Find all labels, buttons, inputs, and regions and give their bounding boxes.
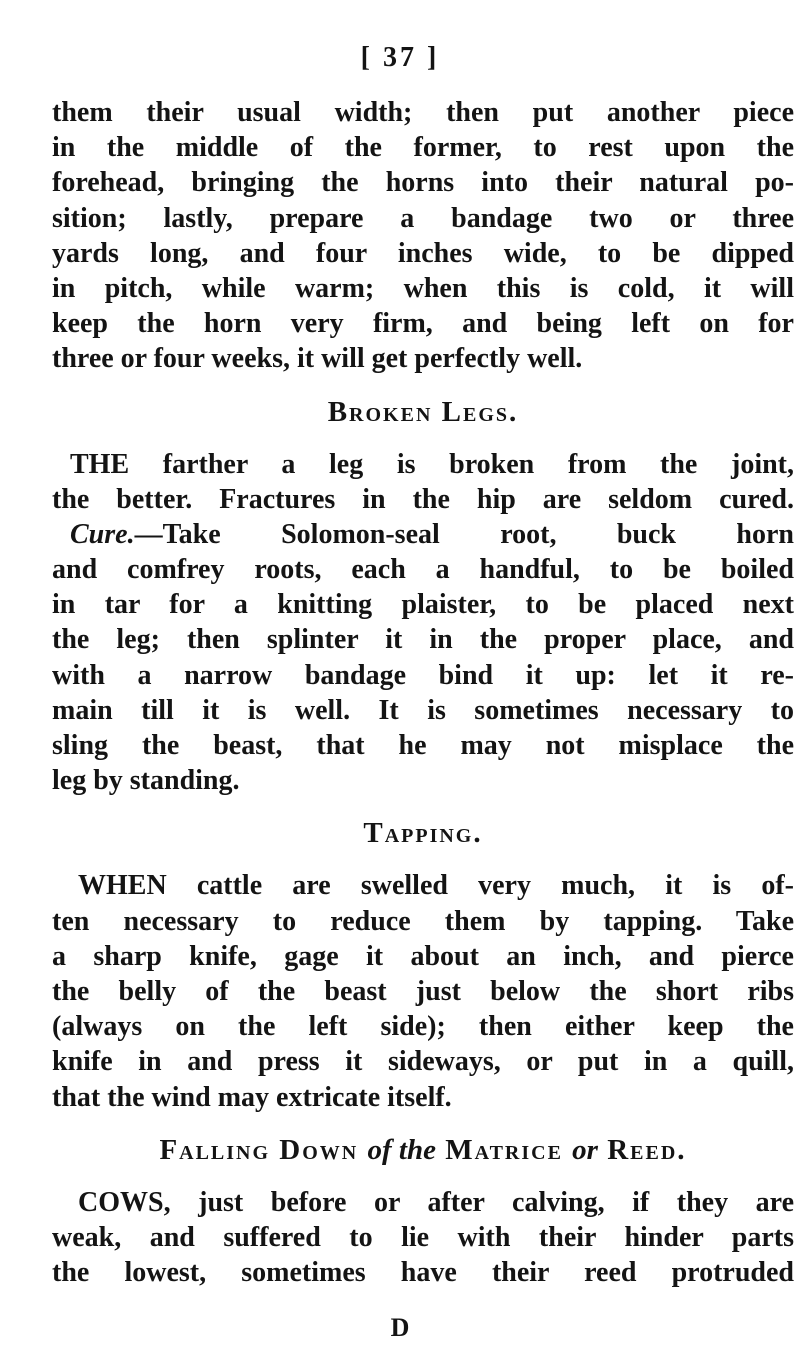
broken-legs-paragraph: [52, 447, 794, 799]
text-line: in tar for a knitting plaister, to be placed next: [52, 589, 794, 621]
intro-paragraph: [52, 95, 794, 377]
text-line: knife in and press it sideways, or put in a quill,: [52, 1046, 794, 1078]
heading-part: Reed.: [607, 1133, 687, 1166]
text-line: three or four weeks, it will get perfectly well.: [52, 343, 583, 375]
text-line: and comfrey roots, each a handful, to be boiled: [52, 554, 794, 586]
text-line: leg by standing.: [52, 765, 240, 797]
cure-label: Cure.: [70, 518, 135, 550]
text-line: sition; lastly, prepare a bandage two or three: [52, 202, 794, 234]
text-line: in pitch, while warm; when this is cold, it will: [52, 272, 794, 304]
signature-mark: D: [390, 1313, 410, 1342]
text-line: keep the horn very firm, and being left on for: [52, 308, 794, 340]
heading-part: Falling Down: [159, 1133, 359, 1166]
tapping-paragraph: [52, 868, 794, 1114]
text-line-cure: [52, 517, 794, 552]
heading-part-italic: or: [572, 1133, 598, 1166]
text-line: them their usual width; then put another piece: [52, 97, 794, 128]
heading-part: Matrice: [445, 1133, 563, 1166]
text-line: the belly of the beast just below the short ribs: [52, 975, 794, 1007]
text-line: the lowest, sometimes have their reed protruded: [52, 1257, 794, 1289]
page-number: [ 37 ]: [360, 42, 440, 73]
page-body: [52, 95, 794, 1290]
text-line: that the wind may extricate itself.: [52, 1081, 452, 1113]
text-line: forehead, bringing the horns into their natural po-: [52, 167, 794, 199]
text-line: WHEN cattle are swelled very much, it is of-: [78, 870, 794, 902]
text-line: weak, and suffered to lie with their hinder parts: [52, 1221, 794, 1253]
text-line: the leg; then splinter it in the proper place, and: [52, 624, 794, 656]
text-line: main till it is well. It is sometimes necessary to: [52, 694, 794, 726]
text-line: (always on the left side); then either keep the: [52, 1011, 794, 1043]
text-line: in the middle of the former, to rest upon the: [52, 132, 794, 164]
text-line: a sharp knife, gage it about an inch, and pierce: [52, 940, 794, 972]
section-heading-tapping: Tapping.: [363, 817, 483, 850]
cure-text: —Take Solomon-seal root, buck horn: [134, 518, 794, 550]
section-heading-falling-down: [52, 1115, 794, 1185]
text-line: the better. Fractures in the hip are seldom cured.: [52, 483, 794, 515]
text-line: with a narrow bandage bind it up: let it re-: [52, 659, 794, 691]
text-line: sling the beast, that he may not misplace the: [52, 730, 794, 761]
section-heading-broken-legs: Broken Legs.: [327, 395, 519, 428]
text-line: yards long, and four inches wide, to be dipped: [52, 237, 794, 269]
heading-part-italic: of the: [367, 1133, 436, 1166]
text-line: ten necessary to reduce them by tapping. Take: [52, 905, 794, 937]
text-line: THE farther a leg is broken from the joint,: [70, 448, 794, 480]
text-line: COWS, just before or after calving, if they are: [78, 1186, 794, 1218]
falling-down-paragraph: [52, 1185, 794, 1291]
